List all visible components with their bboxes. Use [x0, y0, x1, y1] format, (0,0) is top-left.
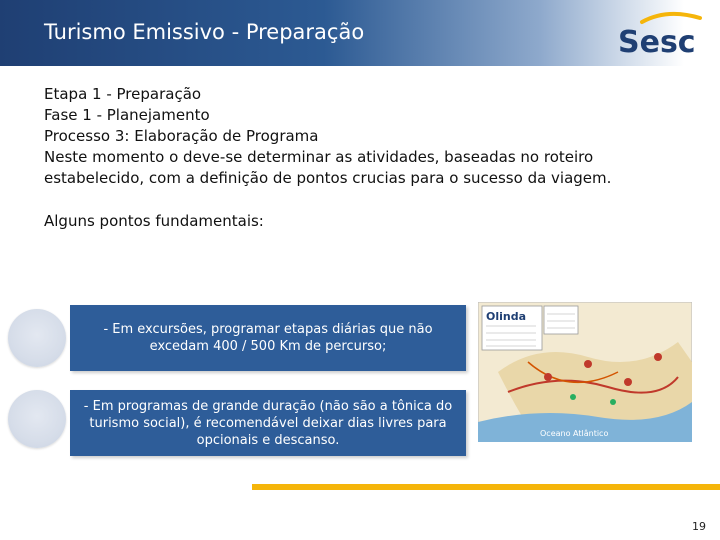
point-text-2: - Em programas de grande duração (não são a tônica do turismo social), é recomendável deixar dias livres para opcionais e descanso. — [83, 398, 453, 448]
slide-header — [0, 0, 720, 66]
description-paragraph: Neste momento o deve-se determinar as atividades, baseadas no roteiro estabelecido, com a definição de pontos crucias para o sucesso da viagem. — [44, 148, 612, 187]
point-text-1: - Em excursões, programar etapas diárias que não excedam 400 / 500 Km de percurso; — [103, 322, 433, 354]
sesc-logo — [612, 8, 708, 60]
point-box-1 — [70, 305, 466, 371]
subheading: Alguns pontos fundamentais: — [44, 212, 264, 230]
footer-accent-bar — [252, 484, 720, 490]
slide-title: Turismo Emissivo - Preparação — [44, 20, 365, 44]
map-ocean-label: Oceano Atlântico — [540, 429, 609, 438]
slide-body — [44, 84, 684, 232]
stage-line: Etapa 1 - Preparação — [44, 85, 202, 103]
page-number: 19 — [692, 520, 706, 533]
logo-text: Sesc — [618, 25, 696, 60]
point-box-2 — [70, 390, 466, 456]
point-bullet-1 — [8, 309, 66, 367]
phase-line: Fase 1 - Planejamento — [44, 106, 210, 124]
map-title: Olinda — [486, 310, 527, 323]
process-line: Processo 3: Elaboração de Programa — [44, 127, 319, 145]
point-bullet-2 — [8, 390, 66, 448]
olinda-map-image — [478, 302, 692, 442]
